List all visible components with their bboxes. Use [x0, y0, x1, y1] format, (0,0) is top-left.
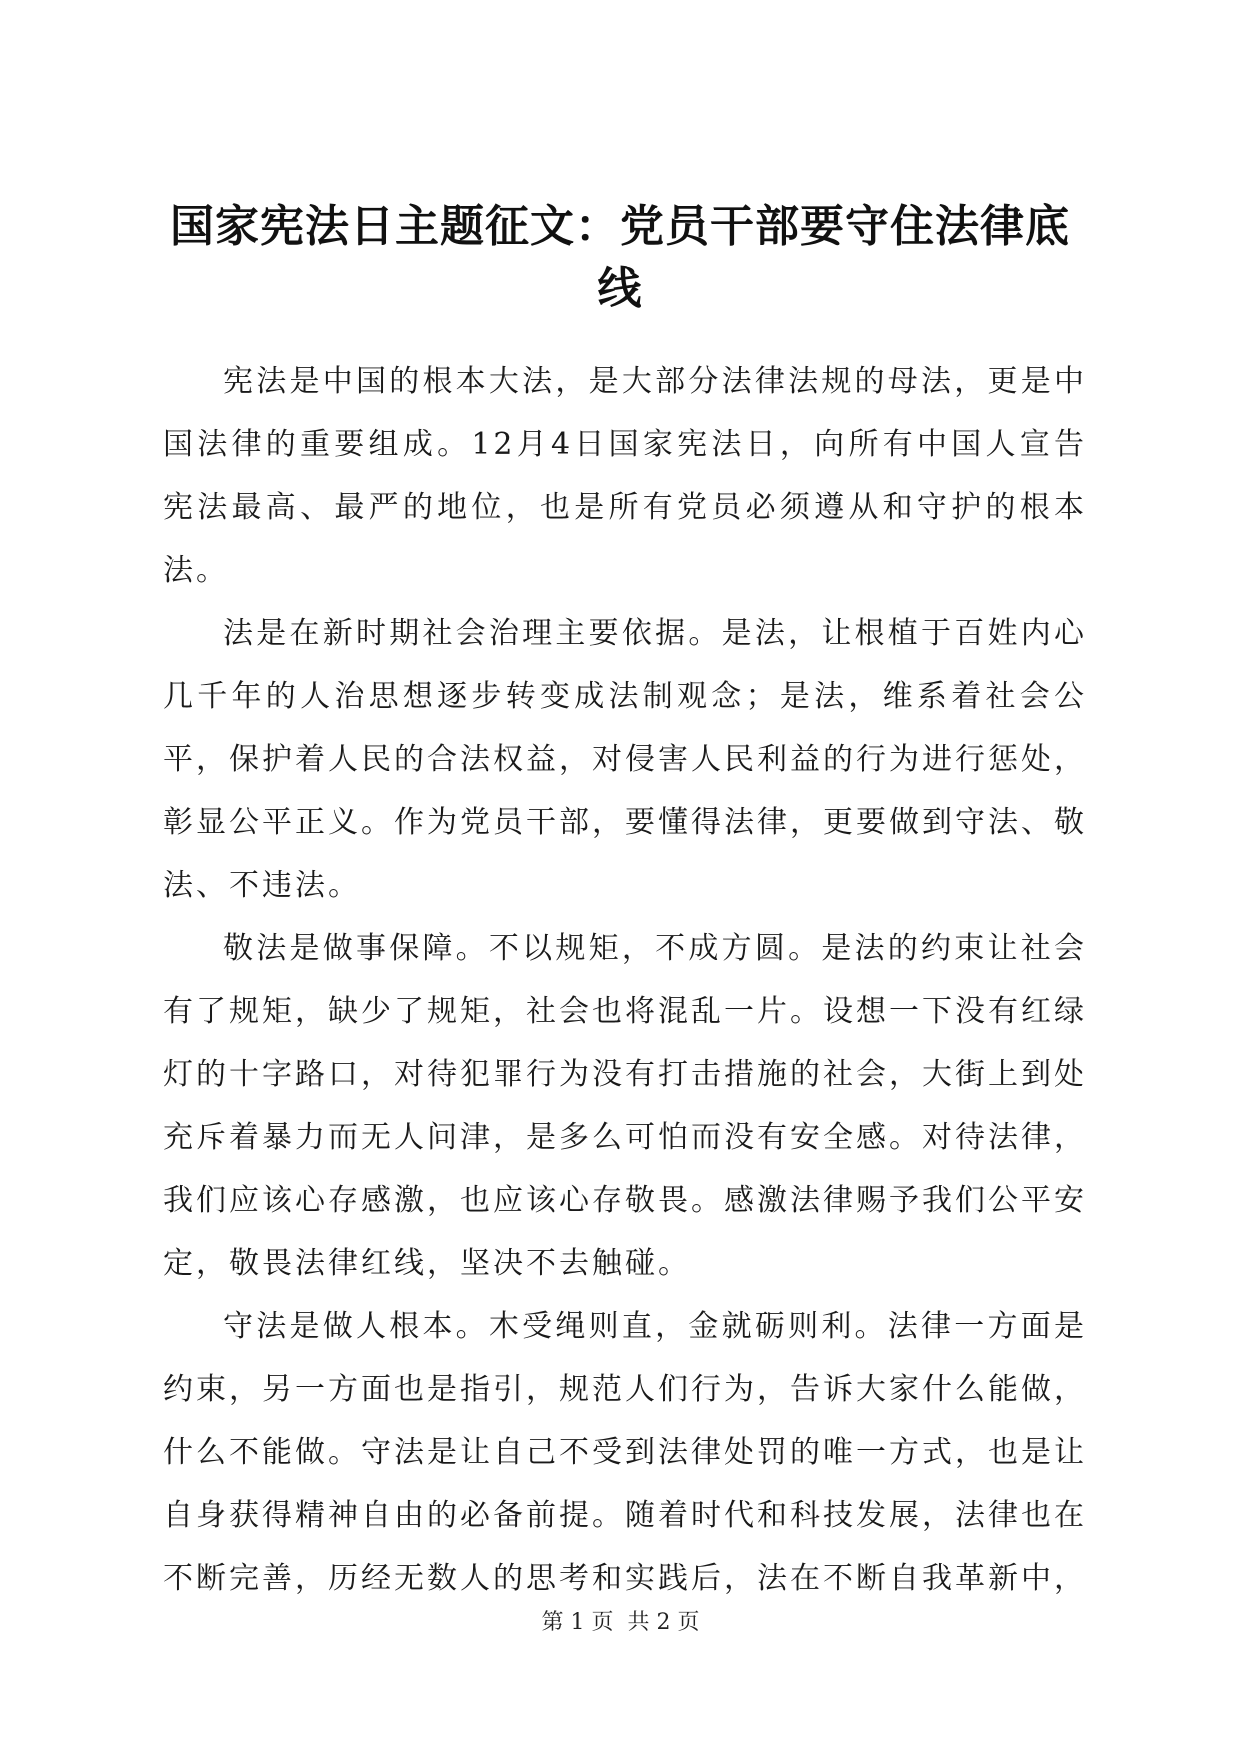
document-body — [163, 350, 1087, 1610]
document-title: 国家宪法日主题征文：党员干部要守住法律底线 — [170, 201, 1070, 314]
paragraph-3: 敬法是做事保障。不以规矩，不成方圆。是法的约束让社会有了规矩，缺少了规矩，社会也将混乱一片。设想一下没有红绿灯的十字路口，对待犯罪行为没有打击措施的社会，大街上到处充斥着暴力而无人问津，是多么可怕而没有安全感。对待法律，我们应该心存感激，也应该心存敬畏。感激法律赐予我们公平安定，敬畏法律红线，坚决不去触碰。 — [163, 931, 1087, 1281]
page-number: 第 1 页 — [541, 1610, 614, 1635]
paragraph-1: 宪法是中国的根本大法，是大部分法律法规的母法，更是中国法律的重要组成。12月4日国家宪法日，向所有中国人宣告宪法最高、最严的地位，也是所有党员必须遵从和守护的根本法。 — [163, 364, 1087, 588]
page-total: 共 2 页 — [627, 1610, 700, 1635]
page-footer — [0, 1608, 1241, 1638]
paragraph-4: 守法是做人根本。木受绳则直，金就砺则利。法律一方面是约束，另一方面也是指引，规范人们行为，告诉大家什么能做，什么不能做。守法是让自己不受到法律处罚的唯一方式，也是让自身获得精神自由的必备前提。随着时代和科技发展，法律也在不断完善，历经无数人的思考和实践后，法在不断自我革新中， — [163, 1309, 1087, 1596]
paragraph-2: 法是在新时期社会治理主要依据。是法，让根植于百姓内心几千年的人治思想逐步转变成法制观念；是法，维系着社会公平，保护着人民的合法权益，对侵害人民利益的行为进行惩处，彰显公平正义。作为党员干部，要懂得法律，更要做到守法、敬法、不违法。 — [163, 616, 1087, 903]
